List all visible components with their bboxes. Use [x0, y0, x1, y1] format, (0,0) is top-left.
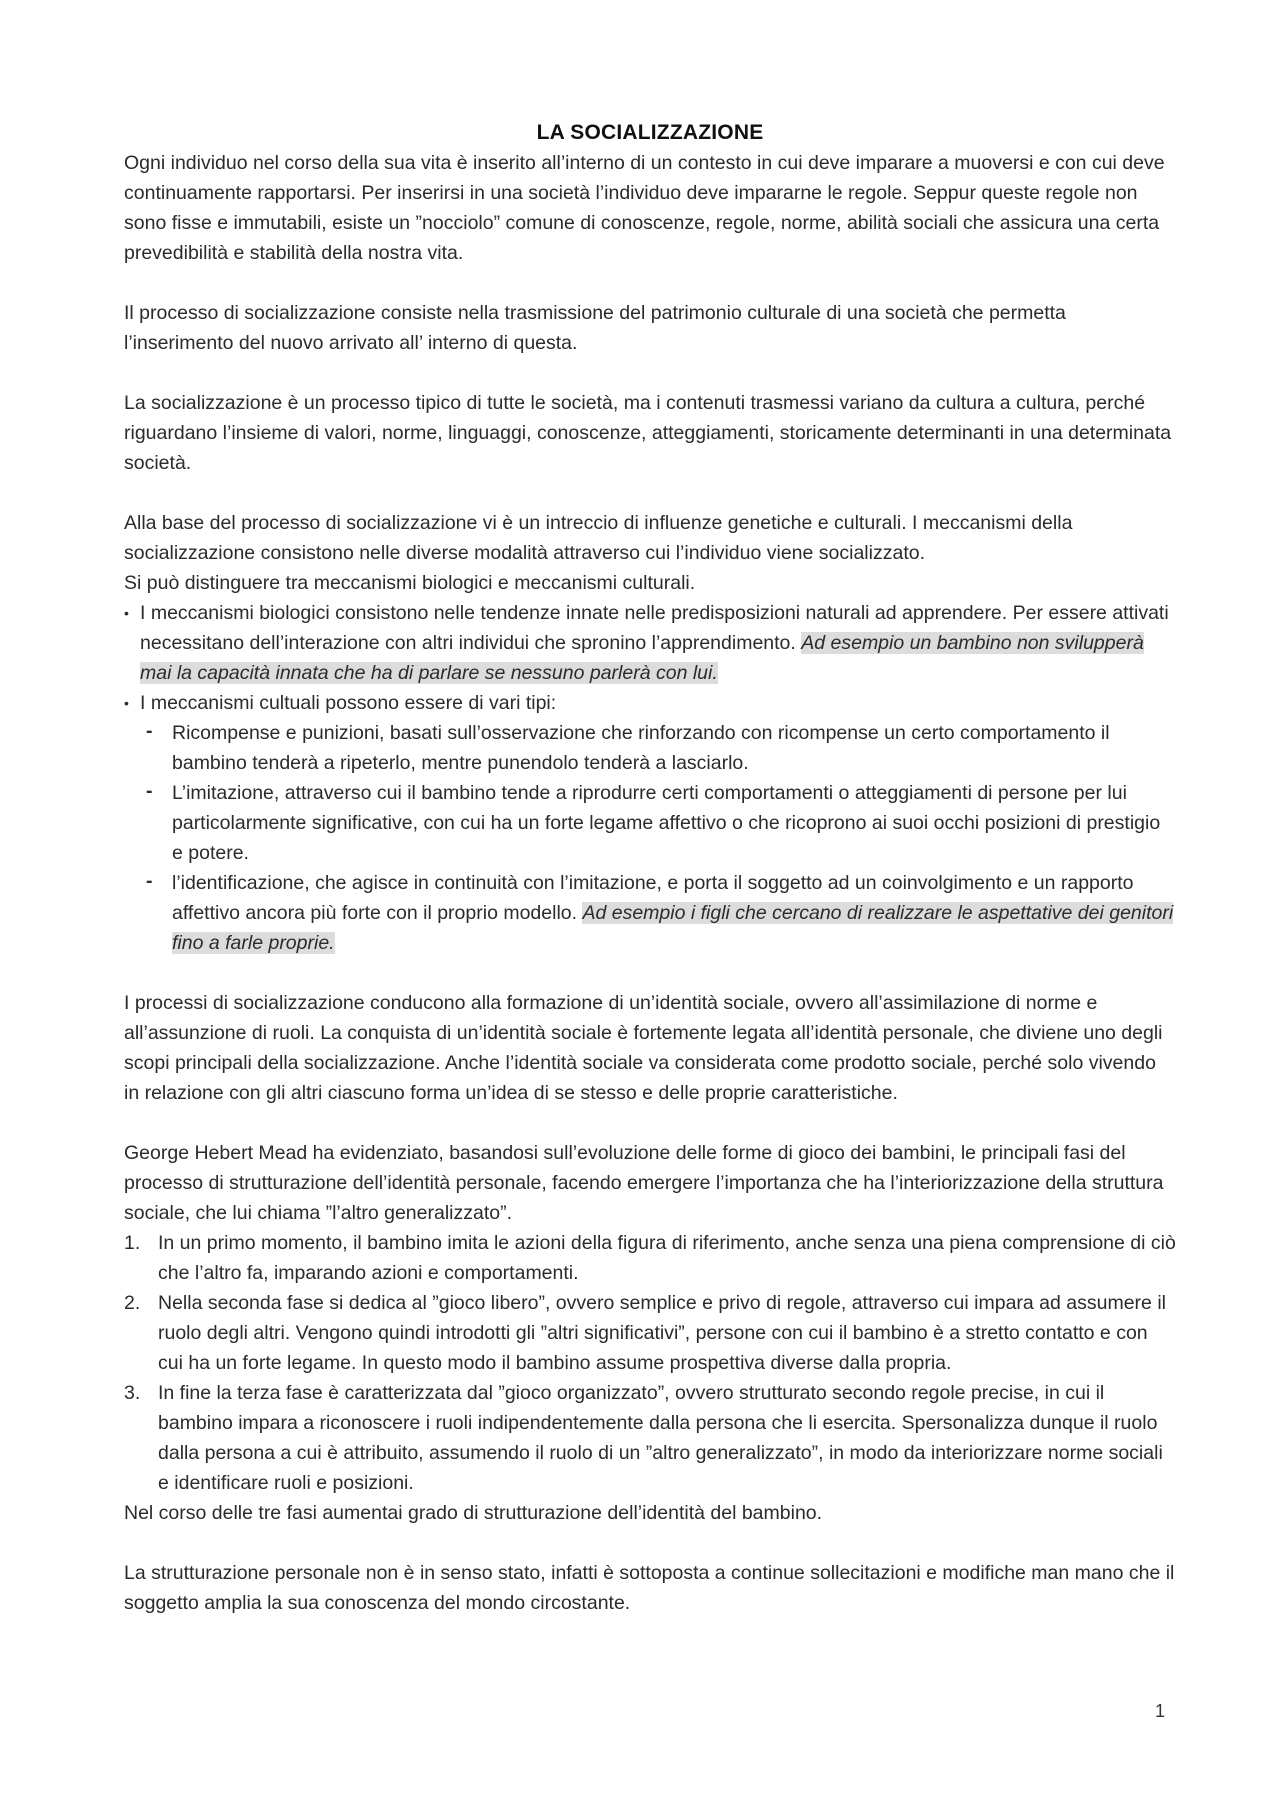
list-item-cultural	[124, 688, 1176, 958]
biological-example-highlight: Ad esempio un bambino non svilupperà mai la capacità innata che ha di parlare se nessuno parlerà con lui.	[140, 632, 1144, 684]
phase-text: In fine la terza fase è caratterizzata dal ”gioco organizzato”, ovvero strutturato secondo regole precise, in cui il bambino impara a riconoscere i ruoli indipendentemente dalla persona che li esercita. Spersonalizza dunque il ruolo dalla persona a cui è attribuito, assumendo il ruolo di un ”altro generalizzato”, in modo da interiorizzare norme sociali e identificare ruoli e posizioni.	[158, 1382, 1163, 1494]
page-number: 1	[1155, 1701, 1166, 1721]
cultural-sublist	[140, 718, 1176, 958]
paragraph-mechanisms: Alla base del processo di socializzazione vi è un intreccio di influenze genetiche e culturali. I meccanismi della socializzazione consistono nelle diverse modalità attraverso cui l’individuo viene socializzato.	[124, 512, 1073, 564]
paragraph-cultural-variation: La socializzazione è un processo tipico di tutte le società, ma i contenuti trasmessi variano da cultura a cultura, perché riguardano l’insieme di valori, norme, linguaggi, conoscenze, atteggiamenti, storicamente determinanti in una determinata società.	[124, 392, 1172, 474]
paragraph-intro: Ogni individuo nel corso della sua vita è inserito all’interno di un contesto in cui deve imparare a muoversi e con cui deve continuamente rapportarsi. Per inserirsi in una società l’individuo deve impararne le regole. Seppur queste regole non sono fisse e immutabili, esiste un ”nocciolo” comune di conoscenze, regole, norme, abilità sociali che assicura una certa prevedibilità e stabilità della nostra vita.	[124, 152, 1165, 264]
identification-example-highlight: Ad esempio i figli che cercano di realizzare le aspettative dei genitori fino a farle proprie.	[172, 902, 1174, 954]
biological-text: I meccanismi biologici consistono nelle tendenze innate nelle predisposizioni naturali ad apprendere. Per essere attivati necessitano dell’interazione con altri individui che spronino l’apprendimento.	[140, 602, 1169, 654]
list-item-phase-2	[124, 1288, 1176, 1378]
imitation-text: L’imitazione, attraverso cui il bambino tende a riprodurre certi comportamenti o atteggiamenti di persone per lui particolarmente significative, con cui ha un forte legame affettivo o che ricoprono ai suoi occhi posizioni di prestigio e potere.	[172, 782, 1161, 864]
list-item-biological	[124, 598, 1176, 688]
paragraph-phases-summary: Nel corso delle tre fasi aumentai grado di strutturazione dell’identità del bambino.	[124, 1502, 823, 1524]
phase-number: 1.	[124, 1232, 141, 1254]
paragraph-closing: La strutturazione personale non è in senso stato, infatti è sottoposta a continue sollecitazioni e modifiche man mano che il soggetto amplia la sua conoscenza del mondo circostante.	[124, 1562, 1175, 1614]
paragraph-mead: George Hebert Mead ha evidenziato, basandosi sull’evoluzione delle forme di gioco dei bambini, le principali fasi del processo di strutturazione dell’identità personale, facendo emergere l’importanza che ha l’interiorizzazione della struttura sociale, che lui chiama ”l’altro generalizzato”.	[124, 1142, 1164, 1224]
identification-text: l’identificazione, che agisce in continuità con l’imitazione, e porta il soggetto ad un coinvolgimento e un rapporto affettivo ancora più forte con il proprio modello.	[172, 872, 1134, 924]
phase-number: 2.	[124, 1292, 141, 1314]
list-item-phase-3	[124, 1378, 1176, 1498]
sublist-item-rewards	[172, 718, 1176, 778]
mechanisms-list	[124, 598, 1176, 958]
sublist-item-imitation	[172, 778, 1176, 868]
phase-number: 3.	[124, 1382, 141, 1404]
paragraph-process-definition: Il processo di socializzazione consiste nella trasmissione del patrimonio culturale di una società che permetta l’inserimento del nuovo arrivato all’ interno di questa.	[124, 302, 1066, 354]
paragraph-social-identity: I processi di socializzazione conducono alla formazione di un’identità sociale, ovvero all’assimilazione di norme e all’assunzione di ruoli. La conquista di un’identità sociale è fortemente legata all’identità personale, che diviene uno degli scopi principali della socializzazione. Anche l’identità sociale va considerata come prodotto sociale, perché solo vivendo in relazione con gli altri ciascuno forma un’idea di se stesso e delle proprie caratteristiche.	[124, 992, 1163, 1104]
page-title: LA SOCIALIZZAZIONE	[536, 121, 764, 144]
phase-text: Nella seconda fase si dedica al ”gioco libero”, ovvero semplice e privo di regole, attraverso cui impara ad assumere il ruolo degli altri. Vengono quindi introdotti gli ”altri significativi”, persone con cui il bambino è a stretto contatto e con cui ha un forte legame. In questo modo il bambino assume prospettiva diverse dalla propria.	[158, 1292, 1166, 1374]
phases-list	[124, 1228, 1176, 1498]
paragraph-mechanisms-distinction: Si può distinguere tra meccanismi biologici e meccanismi culturali.	[124, 572, 696, 594]
document-page	[124, 118, 1176, 1618]
rewards-text: Ricompense e punizioni, basati sull’osservazione che rinforzando con ricompense un certo comportamento il bambino tenderà a ripeterlo, mentre punendolo tenderà a lasciarlo.	[172, 722, 1110, 774]
cultural-text: I meccanismi cultuali possono essere di vari tipi:	[140, 692, 557, 714]
list-item-phase-1	[124, 1228, 1176, 1288]
phase-text: In un primo momento, il bambino imita le azioni della figura di riferimento, anche senza una piena comprensione di ciò che l’altro fa, imparando azioni e comportamenti.	[158, 1232, 1176, 1284]
sublist-item-identification	[172, 868, 1176, 958]
